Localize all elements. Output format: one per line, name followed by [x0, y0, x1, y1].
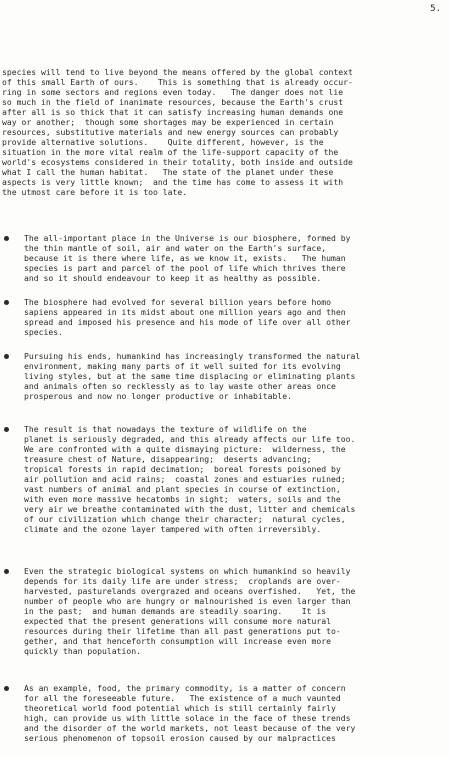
- text-line: depends for its daily life are under stress; croplands are over-: [24, 576, 341, 586]
- text-line: The biosphere had evolved for several billion years before homo: [24, 297, 331, 307]
- text-line: gether, and that henceforth consumption will increase even more: [24, 636, 331, 646]
- text-line: number of people who are hungry or malnourished is even larger than: [24, 596, 351, 606]
- bullet-icon: [4, 569, 9, 574]
- bullet-icon: [4, 354, 9, 359]
- text-line: We are confronted with a quite dismaying picture: wilderness, the: [24, 444, 346, 454]
- text-line: Even the strategic biological systems on which humankind so heavily: [24, 566, 351, 576]
- text-line: species is part and parcel of the pool of life which thrives there: [24, 263, 346, 273]
- text-line: Pursuing his ends, humankind has increasingly transformed the natural: [24, 351, 361, 361]
- bullet-icon: [4, 686, 9, 691]
- intro-paragraph: [2, 67, 445, 197]
- text-line: quickly than population.: [24, 646, 141, 656]
- bullet-icon: [4, 300, 9, 305]
- text-line: tropical forests in rapid decimation; boreal forests poisoned by: [24, 464, 341, 474]
- text-line: resources during their lifetime than all past generations put to-: [24, 626, 341, 636]
- bullet-icon: [4, 427, 9, 432]
- text-line: in the past; and human demands are steadily soaring. It is: [24, 606, 327, 616]
- text-line: living styles, but at the same time displacing or eliminating plants: [24, 371, 356, 381]
- text-line: high, can provide us with little solace in the face of these trends: [24, 713, 351, 723]
- text-line: environment, making many parts of it well suited for its evolving: [24, 361, 341, 371]
- text-line: treasure chest of Nature, disappearing; deserts advancing;: [24, 454, 312, 464]
- text-line: situation in the more vital realm of the life-support capacity of the: [2, 147, 339, 157]
- text-line: of our civilization which change their character; natural cycles,: [24, 514, 346, 524]
- text-line: climate and the ozone layer tampered with often irreversibly.: [24, 524, 322, 534]
- text-line: very air we breathe contaminated with the dust, litter and chemicals: [24, 504, 356, 514]
- text-line: and animals often so recklessly as to lay waste other areas once: [24, 381, 336, 391]
- text-line: The result is that nowadays the texture of wildlife on the: [24, 424, 307, 434]
- text-line: species.: [24, 327, 63, 337]
- text-line: prosperous and now no longer productive or inhabitable.: [24, 391, 293, 401]
- text-line: the utmost care before it is too late.: [2, 187, 188, 197]
- text-line: theoretical world food potential which is still certainly fairly: [24, 703, 336, 713]
- text-line: world's ecosystems considered in their totality, both inside and outside: [2, 157, 353, 167]
- text-line: resources, substitutive materials and new energy sources can probably: [2, 127, 339, 137]
- bullet-icon: [4, 236, 9, 241]
- text-line: planet is seriously degraded, and this already affects our life too.: [24, 434, 356, 444]
- text-line: after all is so thick that it can satisfy increasing human demands one: [2, 107, 344, 117]
- text-line: and the disorder of the world markets, not least because of the very: [24, 723, 356, 733]
- text-line: provide alternative solutions. Quite different, however, is the: [2, 137, 324, 147]
- text-line: As an example, food, the primary commodity, is a matter of concern: [24, 683, 346, 693]
- text-line: aspects is very little known; and the time has come to assess it with: [2, 177, 344, 187]
- text-line: for all the foreseeable future. The existence of a much vaunted: [24, 693, 341, 703]
- text-line: The all-important place in the Universe is our biosphere, formed by: [24, 233, 351, 243]
- page-number: 5.: [430, 4, 441, 14]
- text-line: vast numbers of animal and plant species in course of extinction,: [24, 484, 341, 494]
- text-line: the thin mantle of soil, air and water on the Earth's surface,: [24, 243, 327, 253]
- text-line: so much in the field of inanimate resources, because the Earth's crust: [2, 97, 344, 107]
- text-line: with even more massive hecatombs in sight; waters, soils and the: [24, 494, 341, 504]
- text-line: sapiens appeared in its midst about one million years ago and then: [24, 307, 346, 317]
- text-line: of this small Earth of ours. This is something that is already occur-: [2, 77, 353, 87]
- text-line: air pollution and acid rains; coastal zones and estuaries ruined;: [24, 474, 346, 484]
- text-line: harvested, pasturelands overgrazed and oceans overfished. Yet, the: [24, 586, 356, 596]
- text-line: what I call the human habitat. The state of the planet under these: [2, 167, 334, 177]
- text-line: spread and imposed his presence and his mode of life over all other: [24, 317, 351, 327]
- text-line: and so it should endeavour to keep it as healthy as possible.: [24, 273, 322, 283]
- text-line: way or another; though some shortages may be experienced in certain: [2, 117, 334, 127]
- text-line: serious phenomenon of topsoil erosion caused by our malpractices: [24, 733, 336, 743]
- text-line: expected that the present generations will consume more natural: [24, 616, 331, 626]
- text-line: species will tend to live beyond the means offered by the global context: [2, 67, 353, 77]
- text-line: because it is there where life, as we know it, exists. The human: [24, 253, 346, 263]
- text-line: ring in some sectors and regions even today. The danger does not lie: [2, 87, 344, 97]
